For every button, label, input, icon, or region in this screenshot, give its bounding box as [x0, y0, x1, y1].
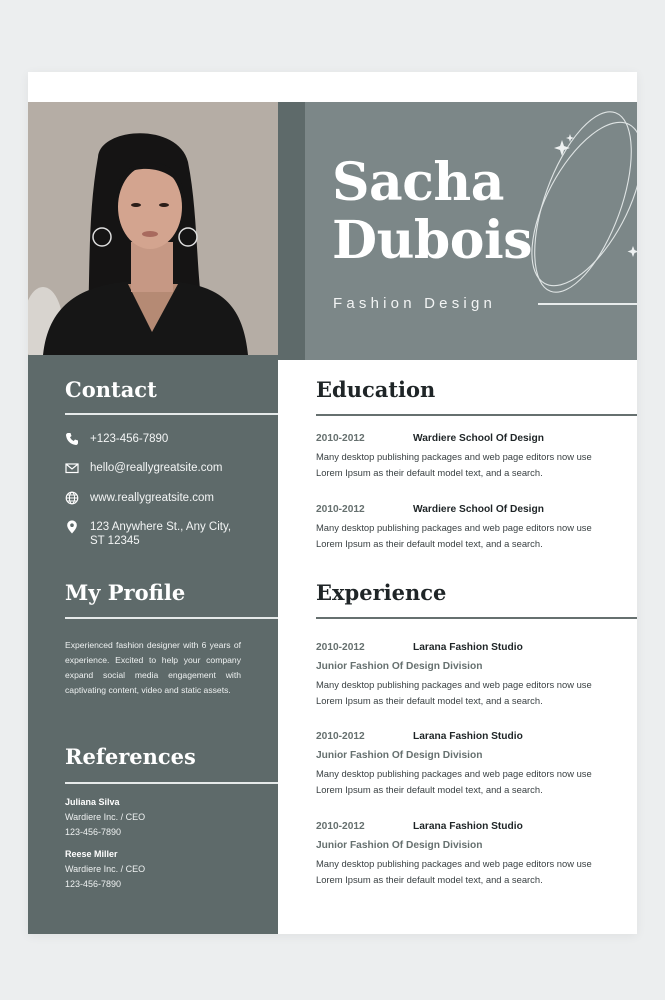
contact-divider [65, 413, 278, 415]
profile-text: Experienced fashion designer with 6 years of experience. Excited to help your company expand social media engagement with captivating content, video and static assets. [65, 640, 241, 695]
address-line-2: ST 12345 [90, 535, 140, 547]
description-line: Many desktop publishing packages and web page editors now use [316, 451, 592, 462]
education-years: 2010-2012 [316, 504, 365, 515]
location-pin-icon [65, 520, 79, 534]
education-description [316, 449, 616, 481]
experience-description [316, 766, 616, 798]
profile-photo [28, 102, 278, 355]
reference-item [65, 847, 145, 892]
experience-description [316, 856, 616, 888]
education-entry [316, 504, 616, 552]
description-line: Lorem Ipsum as their default model text, and a search. [316, 874, 543, 885]
reference-item [65, 795, 145, 840]
description-line: Lorem Ipsum as their default model text, and a search. [316, 695, 543, 706]
experience-title: Junior Fashion Of Design Division [316, 750, 483, 761]
experience-years: 2010-2012 [316, 731, 365, 742]
address-text [90, 520, 231, 548]
experience-entry [316, 821, 616, 888]
experience-company: Larana Fashion Studio [413, 821, 523, 832]
description-line: Many desktop publishing packages and web page editors now use [316, 679, 592, 690]
experience-entry [316, 731, 616, 798]
contact-phone[interactable] [65, 432, 168, 446]
description-line: Many desktop publishing packages and web page editors now use [316, 768, 592, 779]
name-header [305, 102, 637, 360]
education-description [316, 520, 616, 552]
role-underline [538, 303, 637, 305]
experience-divider [316, 617, 637, 619]
description-line: Lorem Ipsum as their default model text, and a search. [316, 467, 543, 478]
phone-icon [65, 432, 79, 446]
education-divider [316, 414, 637, 416]
references-heading: References [65, 744, 196, 769]
experience-company: Larana Fashion Studio [413, 642, 523, 653]
profile-heading: My Profile [65, 580, 186, 605]
first-name: Sacha [332, 152, 504, 213]
education-years: 2010-2012 [316, 433, 365, 444]
reference-company: Wardiere Inc. / CEO [65, 812, 146, 822]
experience-years: 2010-2012 [316, 642, 365, 653]
email-icon [65, 461, 79, 475]
contact-email[interactable] [65, 461, 222, 475]
description-line: Lorem Ipsum as their default model text, and a search. [316, 784, 543, 795]
full-name [332, 154, 532, 270]
job-role: Fashion Design [333, 295, 497, 312]
experience-years: 2010-2012 [316, 821, 365, 832]
contact-heading: Contact [65, 377, 157, 402]
experience-title: Junior Fashion Of Design Division [316, 661, 483, 672]
description-line: Lorem Ipsum as their default model text, and a search. [316, 538, 543, 549]
experience-entry [316, 642, 616, 709]
reference-name: Reese Miller [65, 849, 118, 859]
globe-icon [65, 491, 79, 505]
website-text: www.reallygreatsite.com [90, 492, 214, 504]
experience-company: Larana Fashion Studio [413, 731, 523, 742]
photo-accent-strip [278, 102, 305, 360]
reference-name: Juliana Silva [65, 797, 120, 807]
reference-phone: 123-456-7890 [65, 879, 122, 889]
experience-description [316, 677, 616, 709]
education-entry [316, 433, 616, 481]
reference-company: Wardiere Inc. / CEO [65, 864, 146, 874]
phone-text: +123-456-7890 [90, 433, 169, 445]
education-heading: Education [316, 377, 436, 402]
education-school: Wardiere School Of Design [413, 504, 544, 515]
contact-address[interactable] [65, 520, 231, 548]
email-text: hello@reallygreatsite.com [90, 462, 223, 474]
description-line: Many desktop publishing packages and web page editors now use [316, 858, 592, 869]
experience-heading: Experience [316, 580, 447, 605]
resume-page [28, 72, 637, 934]
description-line: Many desktop publishing packages and web page editors now use [316, 522, 592, 533]
portrait-illustration [28, 102, 278, 355]
sidebar [28, 355, 278, 934]
reference-phone: 123-456-7890 [65, 827, 122, 837]
experience-title: Junior Fashion Of Design Division [316, 840, 483, 851]
last-name: Dubois [332, 210, 532, 271]
references-divider [65, 782, 278, 784]
contact-website[interactable] [65, 491, 214, 505]
education-school: Wardiere School Of Design [413, 433, 544, 444]
address-line-1: 123 Anywhere St., Any City, [90, 521, 232, 533]
profile-divider [65, 617, 278, 619]
